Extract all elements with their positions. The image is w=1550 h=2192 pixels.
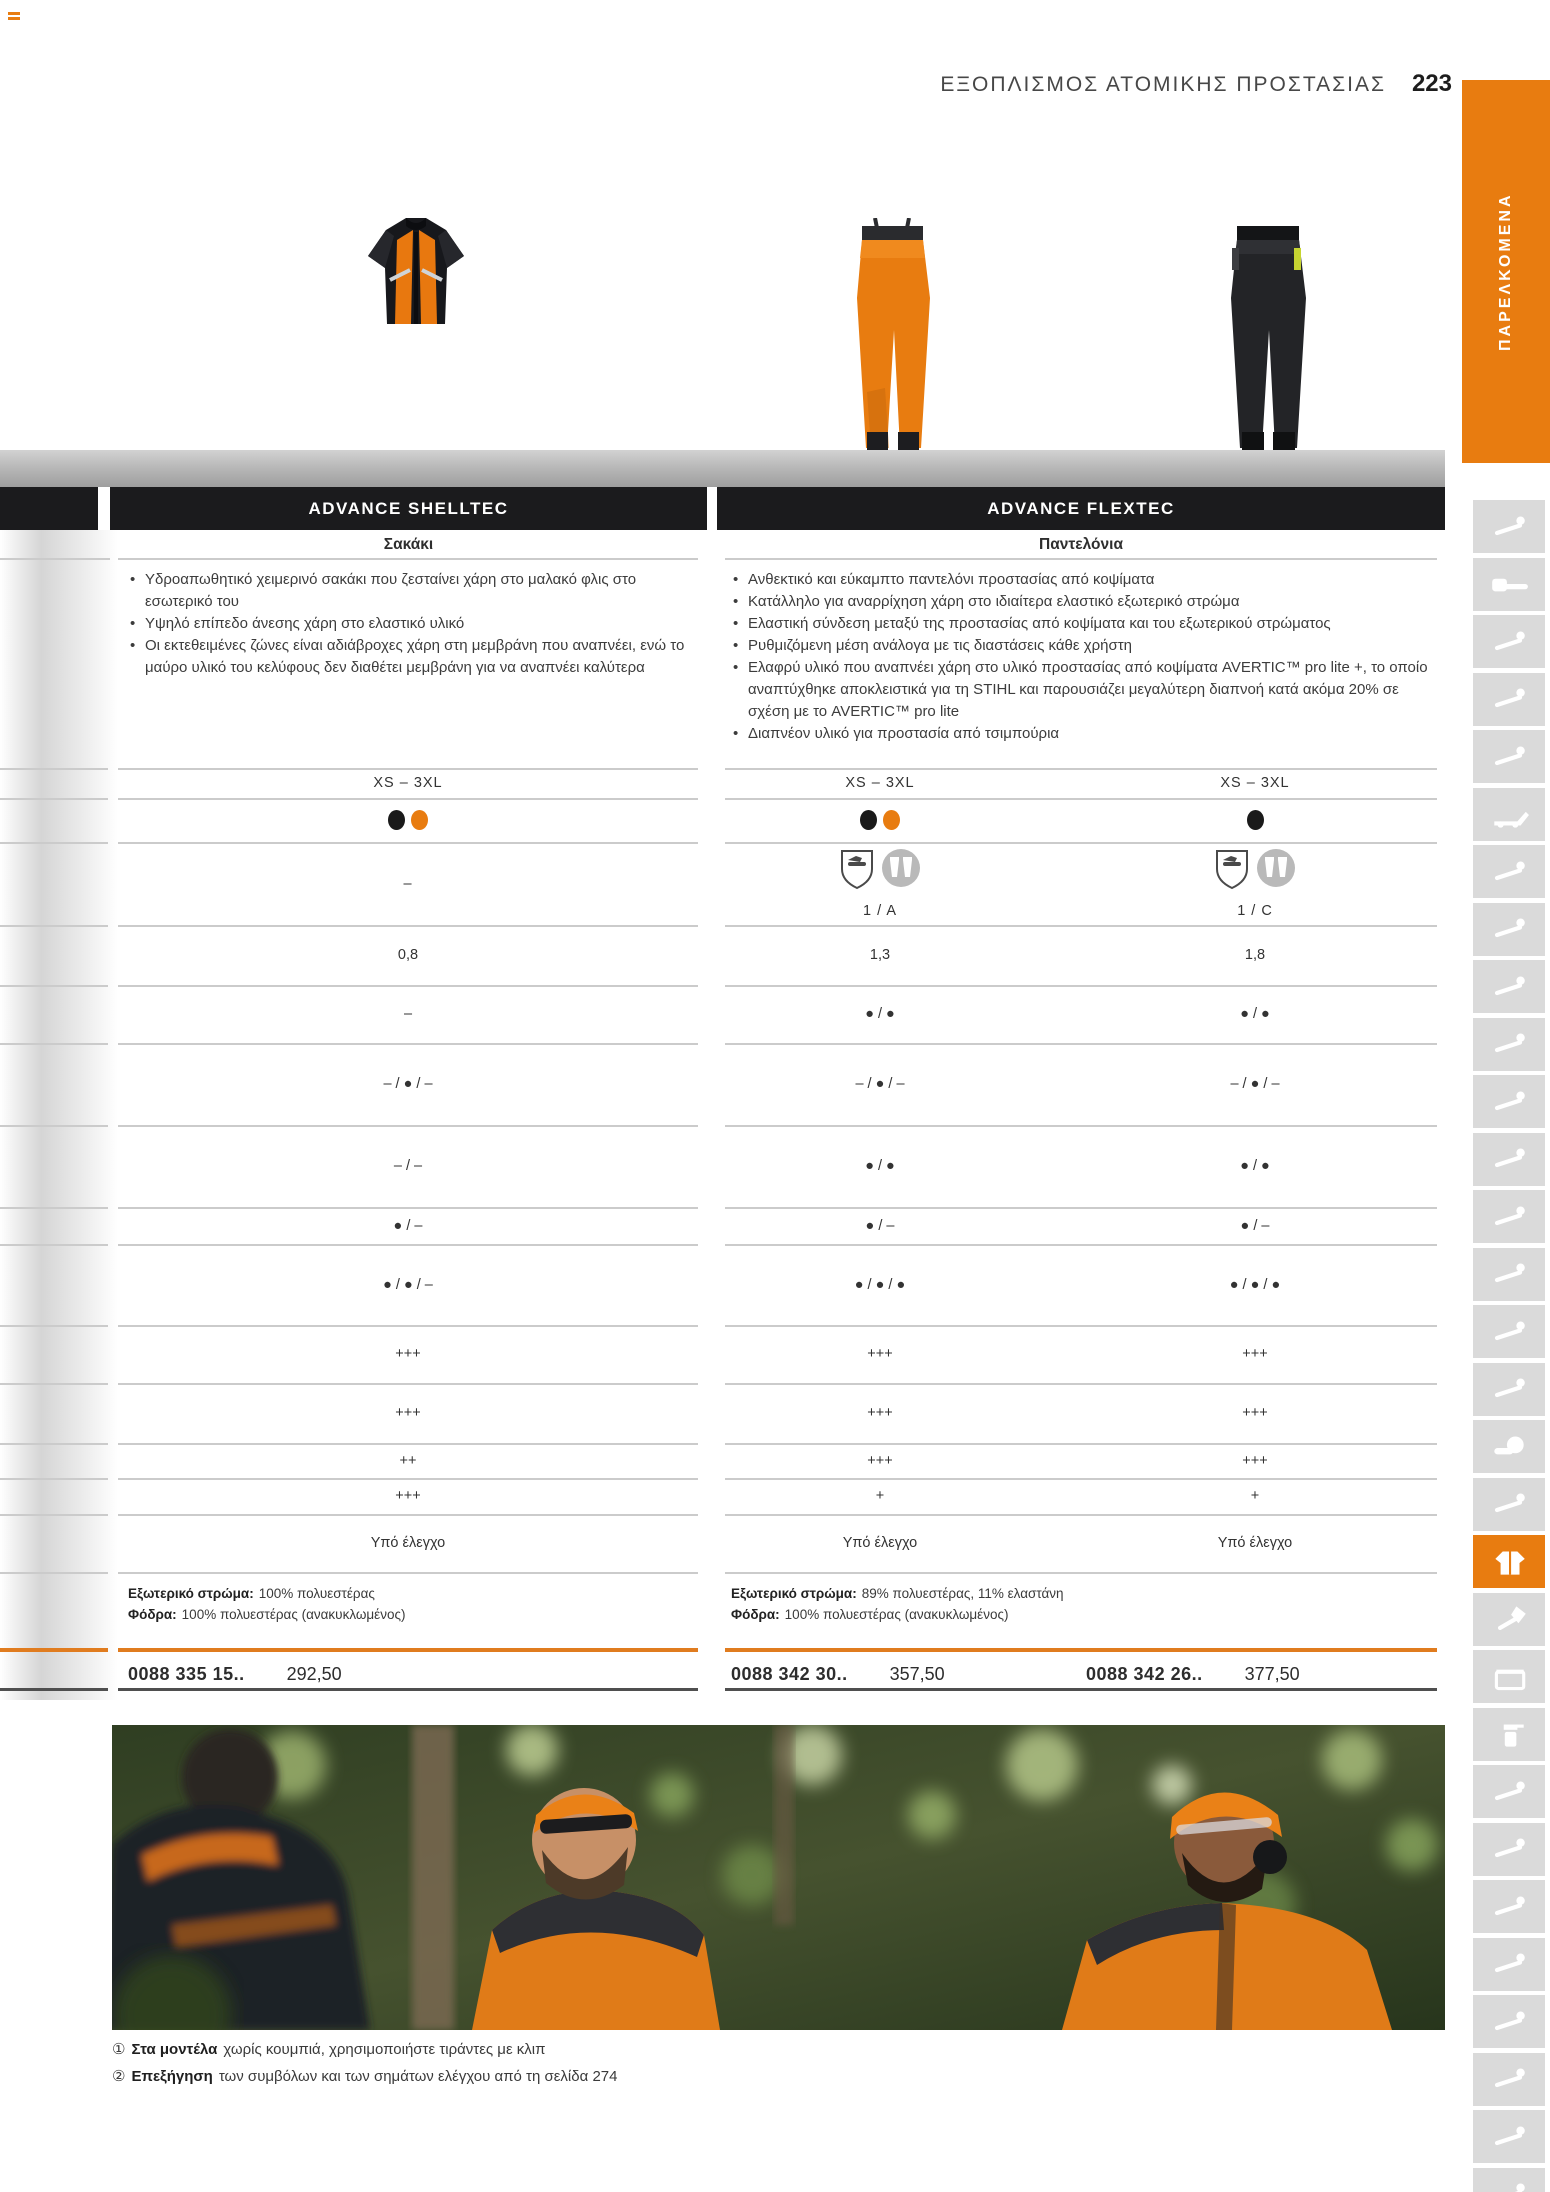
- row-separator: [0, 1514, 108, 1516]
- footnote-2: [112, 2067, 617, 2085]
- feature-cell: – / –: [393, 1158, 423, 1174]
- row-separator: [0, 1244, 108, 1246]
- list-bullet-icon: [8, 10, 20, 22]
- generator-icon: [1488, 1028, 1530, 1060]
- orange-pants-product-image: [845, 218, 940, 459]
- feature-cell: – / ● / –: [1230, 1076, 1280, 1092]
- mistblower-icon: [1488, 1316, 1530, 1348]
- status-cell: Υπό έλεγχο: [370, 1535, 446, 1551]
- canister-icon: [1488, 2063, 1530, 2095]
- orange-color-dot: [883, 810, 900, 830]
- bullet: • Οι εκτεθειμένες ζώνες είναι αδιάβροχες χάρη στη μεμβράνη που αναπνέει, ενώ το μαύρο υλικό του κελύφους δεν διαθέτει μεμβράνη για να αναπνέει καλύτερα: [128, 635, 690, 679]
- row-separator: [118, 558, 698, 560]
- tool-case-icon: [1488, 2121, 1530, 2153]
- bullet: • Κατάλληλο για αναρρίχηση χάρη στο ιδιαίτερα ελαστικό εξωτερικό στρώμα: [731, 591, 1439, 613]
- sidebar-category-chainsaw[interactable]: [1473, 558, 1545, 611]
- row-separator: [118, 1572, 698, 1574]
- feature-cell: +++: [867, 1452, 893, 1469]
- sidebar-category-work-boot[interactable]: [1473, 1880, 1545, 1933]
- materials-shelltec: [128, 1583, 688, 1625]
- material-value: 100% πολυεστέρας (ανακυκλωμένος): [784, 1607, 1009, 1622]
- sidebar-category-chaps[interactable]: [1473, 1478, 1545, 1531]
- price-row-flextec-c: [1086, 1660, 1300, 1688]
- sidebar-category-power-cutter[interactable]: [1473, 730, 1545, 783]
- sidebar-category-first-aid[interactable]: [1473, 1995, 1545, 2048]
- material-value: 100% πολυεστέρας: [258, 1586, 375, 1601]
- cert-class-cell: –: [403, 875, 413, 892]
- flextec-description: [731, 569, 1439, 745]
- chainsaw-icon: [1488, 568, 1530, 600]
- first-aid-icon: [1488, 2006, 1530, 2038]
- sidebar-category-brushcutter[interactable]: [1473, 845, 1545, 898]
- material-value: 100% πολυεστέρας (ανακυκλωμένος): [181, 1607, 406, 1622]
- cert-class-cell: 1 / A: [862, 902, 898, 919]
- order-code: 0088 342 26..: [1086, 1663, 1203, 1684]
- weight-cell: 1,3: [869, 947, 891, 963]
- pole-pruner-icon: [1488, 1373, 1530, 1405]
- sidebar-category-gloves[interactable]: [1473, 1765, 1545, 1818]
- sidebar-category-pole-pruner[interactable]: [1473, 1363, 1545, 1416]
- footnote-marker: ②: [112, 2068, 126, 2085]
- hedge-trimmer-icon: [1488, 1143, 1530, 1175]
- price-row-shelltec: [128, 1660, 342, 1688]
- footnote-text: χωρίς κουμπιά, χρησιμοποιήστε τιράντες με κλιπ: [223, 2041, 546, 2058]
- bullet: • Ελαστική σύνδεση μεταξύ της προστασίας από κοψίματα και του εξωτερικού στρώματος: [731, 613, 1439, 635]
- cert-icons-flextec-c: [1125, 848, 1385, 890]
- feature-cell: ● / –: [1240, 1217, 1270, 1234]
- sidebar-category-blower[interactable]: [1473, 1420, 1545, 1473]
- price: 292,50: [286, 1663, 342, 1684]
- row-separator: [725, 1572, 1437, 1574]
- sidebar-category-cut-off-saw[interactable]: [1473, 673, 1545, 726]
- pole-hedge-trimmer-icon: [1488, 626, 1530, 658]
- row-separator: [0, 768, 108, 770]
- page-gutter-shadow: [0, 530, 118, 1700]
- cert-icons-flextec-a: [750, 848, 1010, 890]
- bullet: • Υψηλό επίπεδο άνεσης χάρη στο ελαστικό υλικό: [128, 613, 690, 635]
- bullet: • Ελαφρύ υλικό που αναπνέει χάρη στο υλικό προστασίας από κοψίματα AVERTIC™ pro lite +, το οποίο αναπτύχθηκε αποκλειστικά για τη STIHL και παρουσιάζει μεγαλύτερη διαπνοή κατά ακόμα 20% σε σχέση με το AVERTIC™ pro lite: [731, 657, 1439, 723]
- feature-cell: ● / ●: [1240, 1006, 1270, 1022]
- feature-cell: ● / ●: [865, 1158, 895, 1174]
- feature-cell: +++: [867, 1405, 893, 1421]
- price-row-flextec-a: [731, 1660, 945, 1688]
- feature-cell: ++: [399, 1452, 417, 1469]
- page-title: ΕΞΟΠΛΙΣΜΟΣ ΑΤΟΜΙΚΗΣ ΠΡΟΣΤΑΣΙΑΣ: [940, 73, 1386, 96]
- color-options-cell: [730, 798, 1030, 842]
- sidebar-category-protective-jacket[interactable]: [1473, 1535, 1545, 1588]
- row-separator: [0, 925, 108, 927]
- jacket-product-image: [350, 210, 482, 337]
- product-name: ADVANCE SHELLTEC: [308, 498, 509, 518]
- sizes-cell: XS – 3XL: [373, 775, 443, 791]
- black-color-dot: [860, 810, 877, 830]
- chaps-icon: [1488, 1488, 1530, 1520]
- sidebar-category-vacuum[interactable]: [1473, 1190, 1545, 1243]
- sizes-cell: XS – 3XL: [1220, 775, 1290, 791]
- row-separator: [0, 1207, 108, 1209]
- sidebar-category-storage-box[interactable]: [1473, 1650, 1545, 1703]
- page-header: [940, 70, 1452, 98]
- weight-cell: 1,8: [1244, 947, 1266, 963]
- black-color-dot: [1247, 810, 1264, 830]
- dark-rule: [0, 1688, 108, 1691]
- feature-cell: ● / ●: [1240, 1158, 1270, 1174]
- product-name: ADVANCE FLEXTEC: [987, 498, 1175, 518]
- sizes-cell: XS – 3XL: [845, 775, 915, 791]
- axe-icon: [1488, 1603, 1530, 1635]
- footnote-bold: Επεξήγηση: [131, 2068, 213, 2085]
- status-cell: Υπό έλεγχο: [1217, 1535, 1293, 1551]
- vacuum-icon: [1488, 1201, 1530, 1233]
- cut-off-saw-icon: [1488, 683, 1530, 715]
- row-separator: [725, 558, 1437, 560]
- bullet: • Ρυθμιζόμενη μέση ανάλογα με τις διαστάσεις κάθε χρήστη: [731, 635, 1439, 657]
- shelltec-description: [128, 569, 690, 679]
- order-code: 0088 342 30..: [731, 1663, 848, 1684]
- feature-cell: +++: [1242, 1452, 1268, 1469]
- feature-cell: +: [875, 1488, 885, 1504]
- sidebar-category-tool-case[interactable]: [1473, 2110, 1545, 2163]
- sidebar-category-hedge-trimmer[interactable]: [1473, 1133, 1545, 1186]
- sidebar-category-canister[interactable]: [1473, 2053, 1545, 2106]
- footnote-text: των συμβόλων και των σημάτων ελέγχου από τη σελίδα 274: [218, 2068, 618, 2085]
- materials-flextec: [731, 1583, 1431, 1625]
- row-separator: [0, 1125, 108, 1127]
- row-separator: [0, 1572, 108, 1574]
- cut-protection-shield-icon: [1215, 848, 1249, 890]
- sidebar-category-tab[interactable]: [1462, 80, 1550, 463]
- page-number: 223: [1411, 70, 1452, 97]
- material-label: Φόδρα:: [128, 1607, 177, 1622]
- sidebar-tab-label: ΠΑΡΕΛΚΟΜΕΝΑ: [1497, 192, 1514, 351]
- hand-tool-icon: [1488, 2178, 1530, 2192]
- order-code: 0088 335 15..: [128, 1663, 245, 1684]
- footnote-marker: ①: [112, 2041, 126, 2058]
- feature-cell: ● / ● / –: [383, 1276, 433, 1293]
- row-separator: [0, 798, 108, 800]
- orange-rule: [118, 1648, 698, 1652]
- storage-box-icon: [1488, 1661, 1530, 1693]
- price: 357,50: [889, 1663, 945, 1684]
- battery-icon: [1488, 511, 1530, 543]
- sidebar-category-tiller[interactable]: [1473, 903, 1545, 956]
- brushcutter-icon: [1488, 856, 1530, 888]
- row-separator: [0, 985, 108, 987]
- sidebar-category-pressure-washer[interactable]: [1473, 1075, 1545, 1128]
- pants-class-icon: [1256, 848, 1296, 888]
- feature-cell: ● / –: [393, 1217, 423, 1234]
- column-header-flextec: [717, 487, 1445, 530]
- black-color-dot: [388, 810, 405, 830]
- sidebar-category-pole-hedge-trimmer[interactable]: [1473, 615, 1545, 668]
- sidebar-category-helmet[interactable]: [1473, 1823, 1545, 1876]
- color-options-cell: [1105, 798, 1405, 842]
- row-separator: [0, 1383, 108, 1385]
- metal-band: [0, 450, 1445, 487]
- shredder-icon: [1488, 1258, 1530, 1290]
- feature-cell: ● / –: [865, 1217, 895, 1234]
- footnote-bold: Στα μοντέλα: [131, 2041, 218, 2058]
- helmet-icon: [1488, 1833, 1530, 1865]
- dark-rule: [118, 1688, 698, 1691]
- row-separator: [0, 842, 108, 844]
- sidebar-category-earth-auger[interactable]: [1473, 960, 1545, 1013]
- material-label: Εξωτερικό στρώμα:: [128, 1586, 254, 1601]
- bullet: • Ανθεκτικό και εύκαμπτο παντελόνι προστασίας από κοψίματα: [731, 569, 1439, 591]
- sidebar-category-generator[interactable]: [1473, 1018, 1545, 1071]
- feature-cell: ● / ●: [865, 1006, 895, 1022]
- feature-cell: +++: [1242, 1346, 1268, 1362]
- pants-class-icon: [881, 848, 921, 888]
- feature-cell: +++: [395, 1405, 421, 1421]
- row-separator: [725, 842, 1437, 844]
- bullet: • Διαπνέον υλικό για προστασία από τσιμπούρια: [731, 723, 1439, 745]
- sidebar-category-shredder[interactable]: [1473, 1248, 1545, 1301]
- material-value: 89% πολυεστέρας, 11% ελαστάνη: [861, 1586, 1064, 1601]
- row-separator: [0, 1443, 108, 1445]
- feature-cell: – / ● / –: [383, 1076, 433, 1092]
- gloves-icon: [1488, 1776, 1530, 1808]
- work-boot-icon: [1488, 1891, 1530, 1923]
- sidebar-category-axe[interactable]: [1473, 1593, 1545, 1646]
- feature-cell: +++: [867, 1346, 893, 1362]
- black-pants-product-image: [1218, 218, 1318, 459]
- row-separator: [0, 1325, 108, 1327]
- cert-class-cell: 1 / C: [1237, 902, 1273, 919]
- row-separator: [0, 1478, 108, 1480]
- feature-cell: +: [1250, 1488, 1260, 1504]
- row-separator: [0, 558, 110, 560]
- row-separator: [0, 1043, 108, 1045]
- sidebar-category-lawn-mower[interactable]: [1473, 788, 1545, 841]
- feature-cell: +++: [395, 1488, 421, 1504]
- tiller-icon: [1488, 913, 1530, 945]
- feature-cell: ● / ● / ●: [854, 1276, 906, 1293]
- workers-photo: [112, 1725, 1445, 2035]
- bullet: • Υδροαπωθητικό χειμερινό σακάκι που ζεσταίνει χάρη στο μαλακό φλις στο εσωτερικό του: [128, 569, 690, 613]
- feature-cell: +++: [1242, 1405, 1268, 1421]
- material-label: Εξωτερικό στρώμα:: [731, 1586, 857, 1601]
- protective-jacket-icon: [1488, 1546, 1530, 1578]
- footnote-1: [112, 2040, 545, 2058]
- weight-cell: 0,8: [397, 947, 419, 963]
- orange-color-dot: [411, 810, 428, 830]
- product-type-jacket: Σακάκι: [383, 536, 434, 553]
- feature-cell: –: [403, 1006, 413, 1022]
- orange-rule: [725, 1648, 1437, 1652]
- earth-auger-icon: [1488, 971, 1530, 1003]
- sidebar-category-battery[interactable]: [1473, 500, 1545, 553]
- feature-cell: – / ● / –: [855, 1076, 905, 1092]
- harness-icon: [1488, 1948, 1530, 1980]
- sidebar-category-spray-bottle[interactable]: [1473, 1708, 1545, 1761]
- status-cell: Υπό έλεγχο: [842, 1535, 918, 1551]
- price: 377,50: [1244, 1663, 1300, 1684]
- pressure-washer-icon: [1488, 1086, 1530, 1118]
- column-header-shelltec: [110, 487, 707, 530]
- blower-icon: [1488, 1431, 1530, 1463]
- color-options-cell: [258, 798, 558, 842]
- sidebar-category-harness[interactable]: [1473, 1938, 1545, 1991]
- sidebar-category-hand-tool[interactable]: [1473, 2168, 1545, 2192]
- spray-bottle-icon: [1488, 1718, 1530, 1750]
- feature-cell: ● / ● / ●: [1229, 1276, 1281, 1293]
- product-type-pants: Παντελόνια: [1039, 536, 1123, 553]
- table-header-stub: [0, 487, 98, 530]
- cut-protection-shield-icon: [840, 848, 874, 890]
- material-label: Φόδρα:: [731, 1607, 780, 1622]
- feature-cell: +++: [395, 1346, 421, 1362]
- sidebar-category-mistblower[interactable]: [1473, 1305, 1545, 1358]
- lawn-mower-icon: [1488, 798, 1530, 830]
- dark-rule: [725, 1688, 1437, 1691]
- orange-rule: [0, 1648, 108, 1652]
- power-cutter-icon: [1488, 741, 1530, 773]
